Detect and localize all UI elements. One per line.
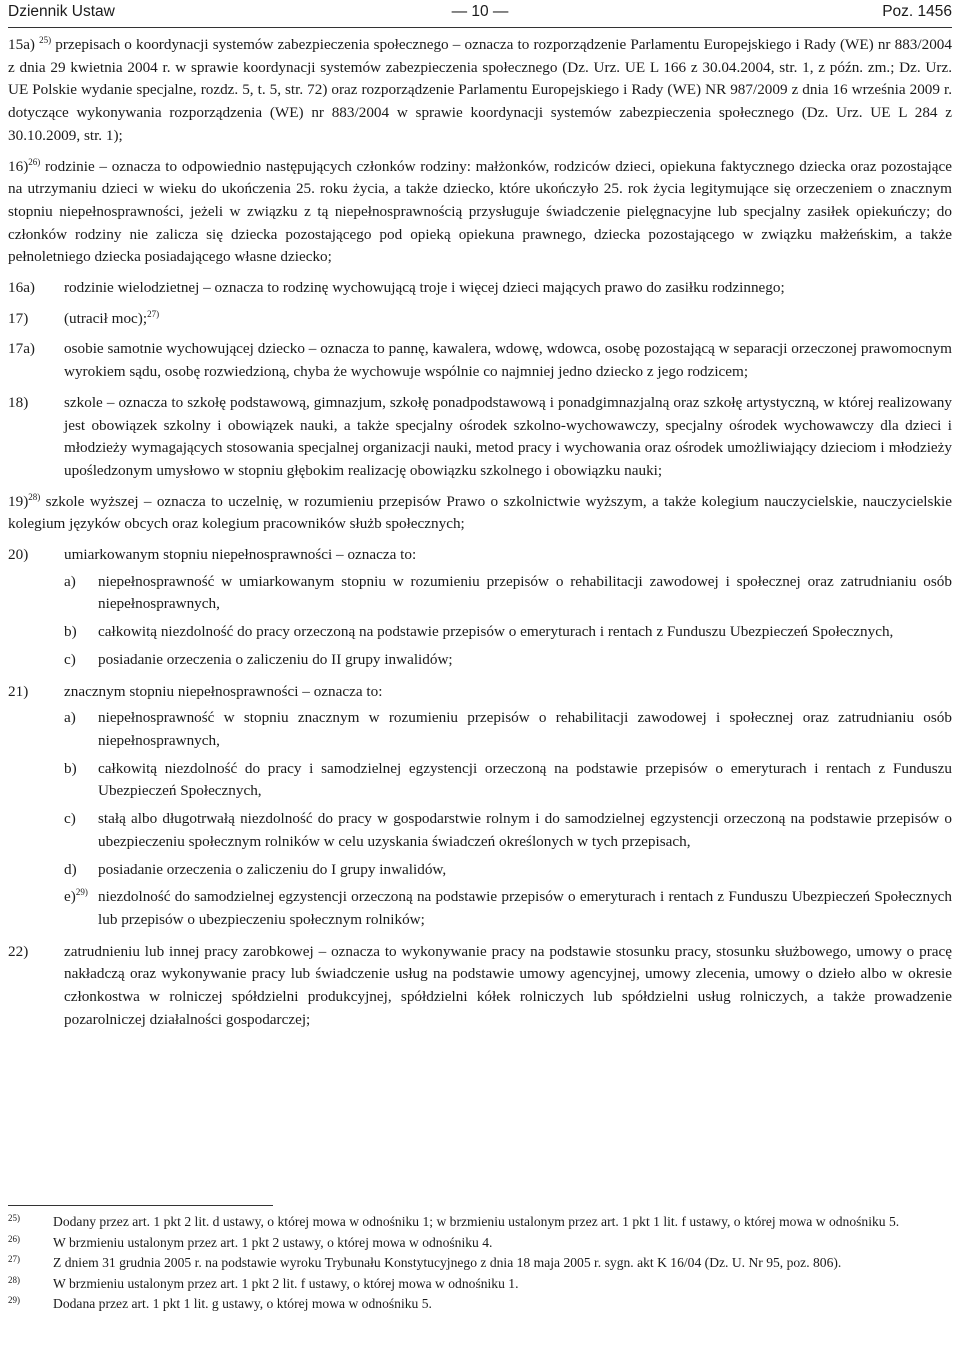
subitem-text: posiadanie orzeczenia o zaliczeniu do I grupy inwalidów, [98,860,447,878]
subitem-letter: c) [64,810,76,828]
subitem-20a [64,571,952,616]
footnote-27 [8,1253,952,1273]
subitem-letter: e) [64,888,76,906]
definition-17 [8,308,952,331]
item-number: 16a) [8,279,35,297]
footnote-number: 26) [8,1233,20,1244]
item-text: szkole – oznacza to szkołę podstawową, gimnazjum, szkołę ponadpodstawową i ponadgimnazjalną oraz szkołę artystyczną, w której realizowany jest obowiązek szkolny i obowiązek nauki, a także specjalny ośrodek szkolno-wychowawczy, specjalny ośrodek wychowawczy dla dzieci i młodzieży wymagających stosowania specjalnej organizacji nauki, metod pracy i wychowania oraz ośrodek umożliwiający dzieciom i młodzieży upośledzonym umysłowo w stopniu głębokim realizację obowiązku szkolnego i obowiązku nauki; [64,393,952,479]
subitem-21b [64,758,952,803]
item-text: zatrudnieniu lub innej pracy zarobkowej – oznacza to wykonywanie pracy na podstawie stosunku pracy, stosunku służbowego, umowy o pracę nakładczą oraz wykonywanie pracy lub świadczenie usług na podstawie umowy agencyjnej, umowy zlecenia, umowy o dzieło albo w okresie członkostwa w rolniczej spółdzielni produkcyjnej, spółdzielni kółek rolniczych lub spółdzielni usług rolniczych, a także prowadzenie pozarolniczej działalności gospodarczej; [64,942,952,1028]
item-number: 18) [8,393,29,411]
footnote-separator [8,1205,273,1206]
subitem-letter: a) [64,709,76,727]
subitem-text: posiadanie orzeczenia o zaliczeniu do II grupy inwalidów; [98,650,453,668]
definition-16 [8,156,952,270]
subitem-text: niezdolność do samodzielnej egzystencji orzeczoną na podstawie przepisów o emeryturach i rentach z Funduszu Ubezpieczeń Społecznych lub przepisów o ubezpieczeniu społecznym rolników; [98,888,952,928]
footnote-number: 27) [8,1254,20,1265]
item-text: osobie samotnie wychowującej dziecko – oznacza to pannę, kawalera, wdowę, wdowca, osobę pozostającą w separacji orzeczonej prawomocnym wyrokiem sądu, osobę rozwiedzioną, chyba że wychowuje wspólnie co najmniej jedno dziecko z jego rodzicem; [64,340,952,381]
document-body [8,34,952,1039]
definition-17a [8,338,952,383]
footnote-text: Dodany przez art. 1 pkt 2 lit. d ustawy, o której mowa w odnośniku 1; w brzmieniu ustalonym przez art. 1 pkt 1 lit. f ustawy, o której mowa w odnośniku 5. [53,1214,900,1229]
subitem-20c [64,649,952,672]
item-number: 21) [8,682,29,700]
page-number: — 10 — [451,3,509,20]
subitem-text: niepełnosprawność w stopniu znacznym w rozumieniu przepisów o rehabilitacji zawodowej i społecznej oraz zatrudnianiu osób niepełnosprawnych, [98,709,952,749]
definition-18 [8,392,952,483]
subitem-text: stałą albo długotrwałą niezdolność do pracy w gospodarstwie rolnym i do samodzielnej egzystencji orzeczoną na podstawie przepisów o ubezpieczeniu społecznym rolników w celu uzyskania świadczeń określonych w tych przepisach, [98,810,952,850]
footnote-ref[interactable]: 25) [39,35,52,45]
item-text: rodzinie – oznacza to odpowiednio następujących członków rodziny: małżonków, rodziców dzieci, opiekuna faktycznego dziecka oraz pozostające na utrzymaniu dzieci w wieku do ukończenia 25. roku życia, a także dziecko, które ukończyło 25. rok życia legitymujące się orzeczeniem o znacznym stopniu niepełnosprawności, jeżeli w związku z tą niepełnosprawnością przysługuje świadczenie pielęgnacyjne lub specjalny zasiłek opiekuńczy; do członków rodziny nie zalicza się dziecka pozostającego pod opieką opiekuna prawnego, dziecka pozostającego w związku małżeńskim, a także pełnoletniego dziecka posiadającego własne dziecko; [8,157,952,266]
document-page [8,0,952,1353]
item-text: rodzinie wielodzietnej – oznacza to rodzinę wychowującą troje i więcej dzieci mających prawo do zasiłku rodzinnego; [64,279,785,297]
footnote-25 [8,1212,952,1232]
item-text: znacznym stopniu niepełnosprawności – oznacza to: [64,682,383,700]
footnote-ref[interactable]: 29) [75,887,88,898]
item-text: (utracił moc); [64,309,148,327]
subitem-letter: d) [64,860,77,878]
footnote-text: Dodana przez art. 1 pkt 1 lit. g ustawy, o której mowa w odnośniku 5. [53,1296,432,1312]
definition-22 [8,941,952,1032]
item-text: przepisach o koordynacji systemów zabezpieczenia społecznego – oznacza to rozporządzenie Parlamentu Europejskiego i Rady (WE) nr 883/2004 z dnia 29 kwietnia 2004 r. w sprawie koordynacji systemów zabezpieczenia społecznego (Dz. Urz. UE L 166 z 30.04.2004, str. 1, z późn. zm.; Dz. Urz. UE Polskie wydanie specjalne, rozdz. 5, t. 5, str. 72) oraz rozporządzenie Parlamentu Europejskiego i Rady (WE) NR 987/2009 z dnia 16 września 2009 r. dotyczące wykonywania rozporządzenia (WE) nr 883/2004 w sprawie koordynacji systemów zabezpieczenia społecznego (Dz. Urz. UE L 284 z 30.10.2009, str. 1); [8,36,952,144]
item-number: 22) [8,942,29,960]
subitem-letter: c) [64,650,76,668]
subitem-21a [64,707,952,752]
footnote-ref[interactable]: 26) [28,156,41,167]
subitem-text: całkowitą niezdolność do pracy i samodzielnej egzystencji orzeczoną na podstawie przepisów o emeryturach i rentach z Funduszu Ubezpieczeń Społecznych, [98,759,952,800]
subitem-20b [64,621,952,644]
item-text: szkole wyższej – oznacza to uczelnię, w rozumieniu przepisów Prawo o szkolnictwie wyższym, a także kolegium nauczycielskie, nauczycielskie kolegium języków obcych oraz kolegium pracowników służb społecznych; [8,492,952,533]
footnote-text: W brzmieniu ustalonym przez art. 1 pkt 2 lit. f ustawy, o której mowa w odnośniku 1. [53,1275,519,1291]
item-number: 20) [8,546,29,564]
journal-title: Dziennik Ustaw [8,3,115,20]
footnote-ref[interactable]: 27) [147,308,160,319]
footnote-28 [8,1274,952,1294]
item-text: umiarkowanym stopniu niepełnosprawności – oznacza to: [64,546,417,564]
item-number: 16) [8,157,29,175]
page-header [8,0,952,28]
footnote-number: 28) [8,1274,20,1285]
definition-19 [8,491,952,536]
item-number: 19) [8,492,29,510]
subitem-letter: a) [64,572,76,590]
subitem-text: całkowitą niezdolność do pracy orzeczoną na podstawie przepisów o emeryturach i rentach z Funduszu Ubezpieczeń Społecznych, [98,623,894,641]
definition-20 [8,544,952,567]
position-number: Poz. 1456 [882,3,952,20]
definition-21 [8,681,952,704]
subitem-text: niepełnosprawność w umiarkowanym stopniu w rozumieniu przepisów o rehabilitacji zawodowej i społecznej oraz zatrudnianiu osób niepełnosprawnych, [98,572,952,613]
footnote-number: 29) [8,1295,20,1306]
footnote-text: Z dniem 31 grudnia 2005 r. na podstawie wyroku Trybunału Konstytucyjnego z dnia 18 maja 2005 r. sygn. akt K 16/04 (Dz. U. Nr 95, poz. 806). [53,1255,842,1271]
subitem-letter: b) [64,759,77,777]
footnote-text: W brzmieniu ustalonym przez art. 1 pkt 2 ustawy, o której mowa w odnośniku 4. [53,1234,493,1250]
subitem-21e [64,886,952,931]
footnotes [8,1212,952,1315]
item-number: 17a) [8,340,35,358]
footnote-29 [8,1294,952,1314]
item-number: 17) [8,309,29,327]
subitem-21d [64,859,952,882]
definition-15a [8,34,952,148]
subitem-21c [64,808,952,853]
footnote-ref[interactable]: 28) [28,491,41,502]
item-number: 15a) [8,36,35,53]
footnote-26 [8,1233,952,1253]
definition-16a [8,277,952,300]
footnote-number: 25) [8,1213,20,1223]
subitem-letter: b) [64,623,77,641]
